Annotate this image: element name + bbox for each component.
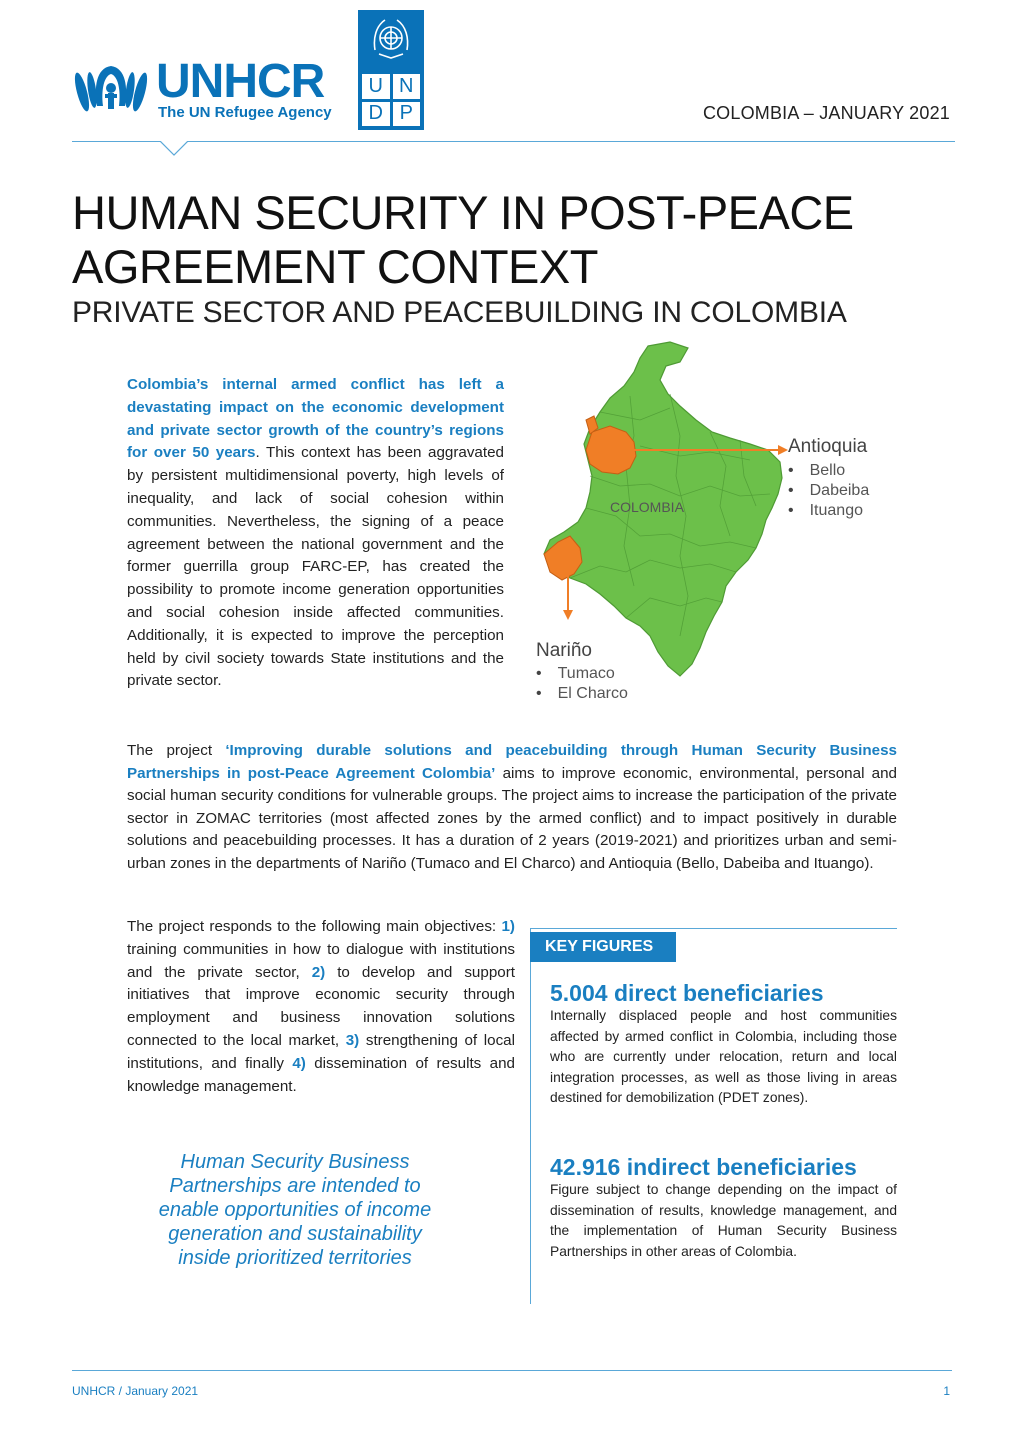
list-item: • El Charco (536, 684, 628, 704)
page-subtitle: PRIVATE SECTOR AND PEACEBUILDING IN COLOMBIA (72, 296, 847, 329)
intro-paragraph (127, 374, 504, 693)
narino-places (536, 664, 628, 704)
project-prefix: The project (127, 742, 226, 759)
project-paragraph (127, 740, 897, 876)
undp-letter-p: P (393, 102, 421, 127)
direct-beneficiaries-figure: 5.004 direct beneficiaries (550, 980, 824, 1006)
page-number: 1 (943, 1384, 950, 1398)
project-text: aims to improve economic, environmental, personal and social human security conditions for vulnerable groups. The project aims to increase the participation of the private sector in ZOMAC territories (most affected zones by the armed conflict) and to impact positively in durable solutions and peacebuilding processes. It has a duration of 2 years (2019-2021) and prioritizes urban and semi-urban zones in the departments of Nariño (Tumaco and El Charco) and Antioquia (Bello, Dabeiba and Ituango). (127, 764, 897, 872)
key-figures-heading: KEY FIGURES (530, 932, 676, 962)
undp-logo (358, 10, 424, 130)
indirect-beneficiaries-figure: 42.916 indirect beneficiaries (550, 1154, 857, 1180)
objective-text: training communities in how to dialogue with institutions and the private sector, (127, 940, 515, 981)
objectives-intro: The project responds to the following main objectives: (127, 918, 502, 935)
list-item: • Dabeiba (788, 481, 869, 501)
antioquia-places (788, 461, 869, 521)
objective-number: 2) (311, 963, 326, 981)
list-item: • Bello (788, 461, 869, 481)
colombia-map (530, 336, 900, 716)
objective-number: 3) (345, 1031, 360, 1049)
direct-beneficiaries-text: Internally displaced people and host communities affected by armed conflict in Colombia, including those who are currently under relocation, return and local integration processes, as well as those living in areas destined for demobilization (PDET zones). (550, 1008, 897, 1106)
map-country-label: COLOMBIA (610, 499, 684, 515)
objective-text: to develop and support initiatives that improve economic security through employment and business innovation solutions connected to the local market, (127, 963, 515, 1049)
narino-arrow-icon (563, 610, 573, 620)
key-figures-left-rule (530, 928, 531, 1304)
intro-text: . This context has been aggravated by persistent multidimensional poverty, high levels of inequality, and lack of social cohesion within communities. Nevertheless, the signing of a peace agreement between the national government and the former guerrilla group FARC-EP, has created the possibility to promote income generation opportunities and social cohesion inside affected communities. Additionally, it is expected to improve the perception held by civil society towards State institutions and the private sector. (127, 444, 504, 690)
unhcr-logo (72, 55, 347, 126)
footer-credit: UNHCR / January 2021 (72, 1384, 199, 1398)
antioquia-label: Antioquia (788, 436, 868, 457)
objective-text: strengthening of local institutions, and finally (127, 1031, 515, 1072)
objective-number: 1) (501, 918, 515, 935)
objective-number: 4) (292, 1054, 306, 1072)
project-name: ‘Improving durable solutions and peacebuilding through Human Security Business Partnerships in post-Peace Agreement Colombia’ (127, 742, 897, 782)
antioquia-arrow-icon (778, 445, 788, 455)
objectives-paragraph (127, 916, 515, 1098)
title-line-1: HUMAN SECURITY IN POST-PEACE (72, 186, 854, 239)
pull-quote: Human Security Business Partnerships are intended to enable opportunities of income generation and sustainability inside prioritized territories (158, 1151, 432, 1269)
undp-letter-grid (362, 74, 420, 126)
unhcr-emblem-icon (72, 60, 150, 124)
un-emblem-icon (367, 16, 415, 64)
undp-letter-d: D (362, 102, 390, 127)
objective-text: dissemination of results and knowledge management. (127, 1054, 515, 1095)
header-date: COLOMBIA – JANUARY 2021 (702, 103, 950, 123)
undp-letter-u: U (362, 74, 390, 99)
narino-label: Nariño (536, 640, 592, 661)
key-figures-top-rule (530, 928, 897, 929)
list-item: • Tumaco (536, 664, 628, 684)
page-title (72, 186, 952, 294)
footer-divider (72, 1370, 952, 1371)
intro-highlight: Colombia’s internal armed conflict has left a devastating impact on the economic development and private sector growth of the country’s regions for over 50 years (127, 376, 504, 462)
header-divider (72, 141, 955, 142)
unhcr-tagline: The UN Refugee Agency (158, 104, 332, 121)
key-figures-box (530, 928, 897, 1304)
title-line-2: AGREEMENT CONTEXT (72, 240, 598, 293)
unhcr-wordmark: UNHCR (156, 55, 325, 108)
list-item: • Ituango (788, 501, 869, 521)
header-notch-icon (160, 141, 188, 157)
undp-letter-n: N (393, 74, 421, 99)
indirect-beneficiaries-text: Figure subject to change depending on the impact of dissemination of results, knowledge management, and the implementation of Human Security Business Partnerships in other areas of Colombia. (550, 1182, 897, 1259)
